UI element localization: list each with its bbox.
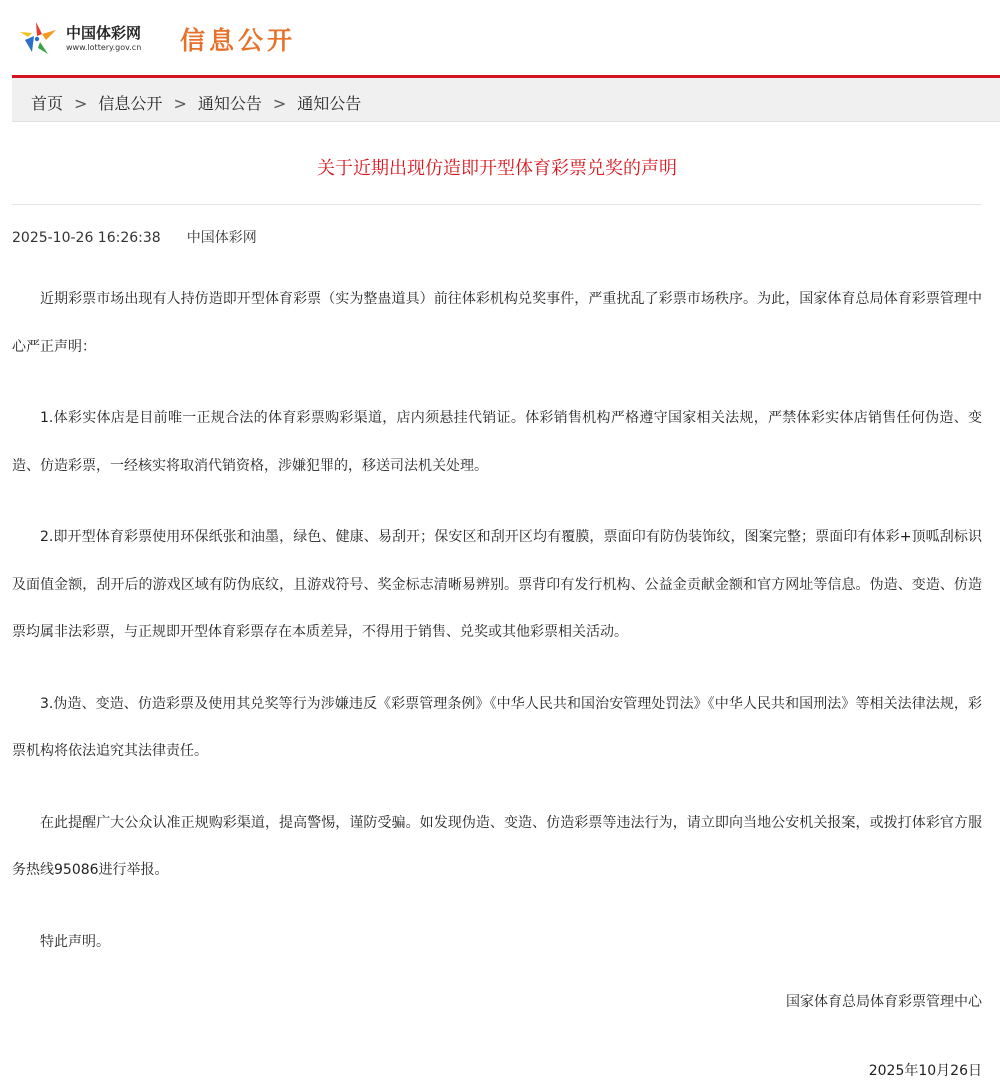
article-paragraph: 特此声明。 bbox=[40, 933, 110, 950]
article-paragraph: 3.伪造、变造、仿造彩票及使用其兑奖等行为涉嫌违反《彩票管理条例》《中华人民共和国治安管理处罚法》《中华人民共和国刑法》等相关法律法规，彩票机构将依法追究其法律责任。 bbox=[12, 695, 982, 759]
logo-url: www.lottery.gov.cn bbox=[66, 43, 142, 52]
article-source: 中国体彩网 bbox=[186, 230, 257, 246]
article-meta bbox=[12, 227, 257, 247]
logo-name[interactable]: 中国体彩网 bbox=[66, 24, 142, 42]
breadcrumb-separator: > bbox=[272, 94, 287, 113]
section-title: 信息公开 bbox=[180, 26, 297, 55]
breadcrumb-notices-current[interactable]: 通知公告 bbox=[297, 94, 362, 113]
article-body bbox=[12, 276, 982, 966]
article-datetime: 2025-10-26 16:26:38 bbox=[12, 230, 161, 246]
article-paragraph: 在此提醒广大公众认准正规购彩渠道，提高警惕，谨防受骗。如发现伪造、变造、仿造彩票等违法行为，请立即向当地公安机关报案，或拨打体彩官方服务热线95086进行举报。 bbox=[12, 814, 982, 878]
breadcrumb-separator: > bbox=[173, 94, 187, 113]
signature-date: 2025年10月26日 bbox=[868, 1063, 982, 1079]
breadcrumb bbox=[12, 78, 1000, 122]
title-divider bbox=[12, 204, 982, 205]
breadcrumb-notices[interactable]: 通知公告 bbox=[197, 94, 262, 113]
article-title: 关于近期出现仿造即开型体育彩票兑奖的声明 bbox=[317, 158, 677, 179]
signature-organization: 国家体育总局体育彩票管理中心 bbox=[786, 994, 982, 1010]
site-header bbox=[0, 0, 1000, 75]
article-paragraph: 近期彩票市场出现有人持仿造即开型体育彩票（实为整蛊道具）前往体彩机构兑奖事件，严重扰乱了彩票市场秩序。为此，国家体育总局体育彩票管理中心严正声明： bbox=[12, 291, 982, 355]
lottery-star-logo-icon[interactable] bbox=[18, 18, 58, 58]
breadcrumb-home[interactable]: 首页 bbox=[31, 94, 64, 113]
breadcrumb-separator: > bbox=[74, 94, 88, 113]
article-paragraph: 1.体彩实体店是目前唯一正规合法的体育彩票购彩渠道，店内须悬挂代销证。体彩销售机构严格遵守国家相关法规，严禁体彩实体店销售任何伪造、变造、仿造彩票，一经核实将取消代销资格，涉嫌犯罪的，移送司法机关处理。 bbox=[12, 410, 982, 474]
breadcrumb-info-disclosure[interactable]: 信息公开 bbox=[98, 94, 163, 113]
article-paragraph: 2.即开型体育彩票使用环保纸张和油墨，绿色、健康、易刮开；保安区和刮开区均有覆膜，票面印有防伪装饰纹，图案完整；票面印有体彩+顶呱刮标识及面值金额，刮开后的游戏区域有防伪底纹，且游戏符号、奖金标志清晰易辨别。票背印有发行机构、公益金贡献金额和官方网址等信息。伪造、变造、仿造票均属非法彩票，与正规即开型体育彩票存在本质差异，不得用于销售、兑奖或其他彩票相关活动。 bbox=[12, 529, 982, 640]
